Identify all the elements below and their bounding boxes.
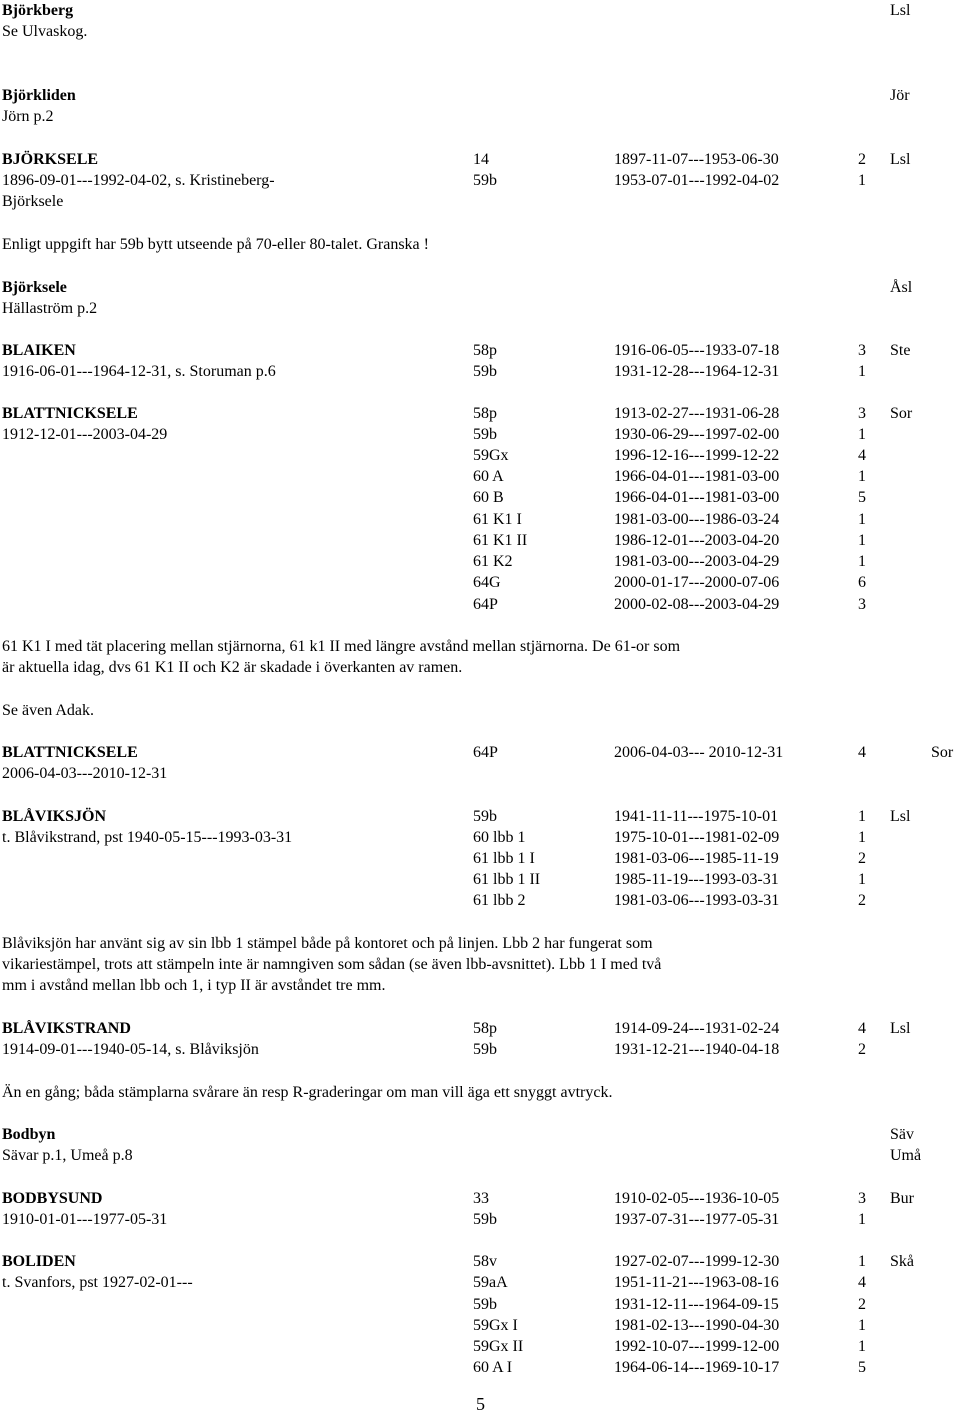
text-cell: 1910-01-01---1977-05-31	[2, 1211, 168, 1228]
text-cell: vikariestämpel, trots att stämpeln inte är namngiven som sådan (se även lbb-avsnittet). Lbb 1 I med två	[2, 956, 662, 973]
text-cell: 61 K2	[473, 553, 513, 570]
text-cell: Se även Adak.	[2, 702, 94, 719]
text-cell: Umå	[890, 1147, 922, 1164]
text-cell: 61 K1 II	[473, 532, 528, 549]
text-cell: 60 B	[473, 489, 504, 506]
text-cell: 58p	[473, 405, 497, 422]
text-cell: Lsl	[890, 1020, 911, 1037]
text-cell: 4	[858, 744, 866, 761]
text-cell: Se Ulvaskog.	[2, 23, 88, 40]
text-cell: 1975-10-01---1981-02-09	[614, 829, 780, 846]
text-cell: 1912-12-01---2003-04-29	[2, 426, 168, 443]
text-cell: Jör	[890, 87, 910, 104]
text-cell: mm i avstånd mellan lbb och 1, i typ II är avståndet tre mm.	[2, 977, 386, 994]
text-cell: 2	[858, 892, 866, 909]
text-cell: 1931-12-11---1964-09-15	[614, 1296, 779, 1313]
text-cell: 2	[858, 1296, 866, 1313]
text-cell: 59b	[473, 172, 497, 189]
text-cell: 1981-03-00---1986-03-24	[614, 511, 780, 528]
entry-heading: Björksele	[2, 279, 67, 296]
text-cell: 4	[858, 1020, 866, 1037]
text-cell: Skå	[890, 1253, 914, 1270]
text-cell: 1913-02-27---1931-06-28	[614, 405, 780, 422]
text-cell: 1937-07-31---1977-05-31	[614, 1211, 780, 1228]
text-cell: 6	[858, 574, 866, 591]
text-cell: Enligt uppgift har 59b bytt utseende på 70-eller 80-talet. Granska !	[2, 236, 429, 253]
text-cell: 61 lbb 1 I	[473, 850, 535, 867]
text-cell: 59b	[473, 1211, 497, 1228]
text-cell: 1	[858, 1338, 866, 1355]
entry-heading: BLATTNICKSELE	[2, 744, 138, 761]
text-cell: 59aA	[473, 1274, 508, 1291]
text-cell: 1951-11-21---1963-08-16	[614, 1274, 779, 1291]
text-cell: 61 lbb 1 II	[473, 871, 541, 888]
entry-heading: BOLIDEN	[2, 1253, 76, 1270]
text-cell: Sor	[931, 744, 954, 761]
entry-heading: BODBYSUND	[2, 1190, 103, 1207]
text-cell: t. Svanfors, pst 1927-02-01---	[2, 1274, 193, 1291]
text-cell: Jörn p.2	[2, 108, 54, 125]
text-cell: 3	[858, 342, 866, 359]
text-cell: 1910-02-05---1936-10-05	[614, 1190, 780, 1207]
text-cell: 3	[858, 1190, 866, 1207]
text-cell: 1986-12-01---2003-04-20	[614, 532, 780, 549]
text-cell: 59Gx	[473, 447, 509, 464]
entry-heading: BLAIKEN	[2, 342, 76, 359]
text-cell: 3	[858, 405, 866, 422]
text-cell: Säv	[890, 1126, 914, 1143]
text-cell: 2000-01-17---2000-07-06	[614, 574, 780, 591]
text-cell: 64P	[473, 744, 498, 761]
text-cell: 1896-09-01---1992-04-02, s. Kristineberg-	[2, 172, 275, 189]
text-cell: 60 lbb 1	[473, 829, 526, 846]
text-cell: 1	[858, 511, 866, 528]
text-cell: 5	[858, 1359, 866, 1376]
text-cell: 1916-06-05---1933-07-18	[614, 342, 780, 359]
text-cell: 1	[858, 829, 866, 846]
text-cell: 59b	[473, 1041, 497, 1058]
text-cell: Blåviksjön har använt sig av sin lbb 1 stämpel både på kontoret och på linjen. Lbb 2 har fungerat som	[2, 935, 653, 952]
text-cell: Lsl	[890, 2, 911, 19]
text-cell: 1981-02-13---1990-04-30	[614, 1317, 780, 1334]
text-cell: 14	[473, 151, 489, 168]
text-cell: 2	[858, 1041, 866, 1058]
text-cell: 2	[858, 151, 866, 168]
text-cell: 61 K1 I	[473, 511, 522, 528]
text-cell: 60 A	[473, 468, 504, 485]
text-cell: 64P	[473, 596, 498, 613]
text-cell: 1914-09-24---1931-02-24	[614, 1020, 780, 1037]
text-cell: 2000-02-08---2003-04-29	[614, 596, 780, 613]
text-cell: 1996-12-16---1999-12-22	[614, 447, 780, 464]
text-cell: Hällaström p.2	[2, 300, 98, 317]
text-cell: 1	[858, 808, 866, 825]
text-cell: är aktuella idag, dvs 61 K1 II och K2 är skadade i överkanten av ramen.	[2, 659, 463, 676]
entry-heading: BLATTNICKSELE	[2, 405, 138, 422]
text-cell: 1941-11-11---1975-10-01	[614, 808, 779, 825]
text-cell: 1953-07-01---1992-04-02	[614, 172, 780, 189]
entry-heading: BLÅVIKSTRAND	[2, 1020, 131, 1037]
text-cell: Åsl	[890, 279, 913, 296]
text-cell: 59b	[473, 808, 497, 825]
entry-heading: Björkliden	[2, 87, 76, 104]
text-cell: 1	[858, 468, 866, 485]
page-number: 5	[476, 1394, 485, 1414]
text-cell: 1931-12-28---1964-12-31	[614, 363, 780, 380]
text-cell: Lsl	[890, 808, 911, 825]
text-cell: 4	[858, 1274, 866, 1291]
text-cell: 1992-10-07---1999-12-00	[614, 1338, 780, 1355]
text-cell: 60 A I	[473, 1359, 513, 1376]
text-cell: 58p	[473, 1020, 497, 1037]
text-cell: Sor	[890, 405, 913, 422]
text-cell: 59b	[473, 363, 497, 380]
text-cell: 3	[858, 596, 866, 613]
text-cell: 1981-03-00---2003-04-29	[614, 553, 780, 570]
text-cell: 2006-04-03---2010-12-31	[2, 765, 168, 782]
text-cell: 1	[858, 553, 866, 570]
text-cell: 61 K1 I med tät placering mellan stjärnorna, 61 k1 II med längre avstånd mellan stjärnorna. De 61-or som	[2, 638, 681, 655]
text-cell: 33	[473, 1190, 489, 1207]
text-cell: 1914-09-01---1940-05-14, s. Blåviksjön	[2, 1041, 259, 1058]
text-cell: 1930-06-29---1997-02-00	[614, 426, 780, 443]
text-cell: Bur	[890, 1190, 914, 1207]
text-cell: 1897-11-07---1953-06-30	[614, 151, 779, 168]
text-cell: 58v	[473, 1253, 497, 1270]
entry-heading: BJÖRKSELE	[2, 151, 99, 168]
text-cell: 1	[858, 1317, 866, 1334]
text-cell: 59Gx I	[473, 1317, 518, 1334]
text-cell: 59b	[473, 426, 497, 443]
entry-heading: Bodbyn	[2, 1126, 56, 1143]
text-cell: 5	[858, 489, 866, 506]
text-cell: 1	[858, 532, 866, 549]
text-cell: 1964-06-14---1969-10-17	[614, 1359, 780, 1376]
text-cell: 1985-11-19---1993-03-31	[614, 871, 779, 888]
text-cell: 1916-06-01---1964-12-31, s. Storuman p.6	[2, 363, 276, 380]
text-cell: Björksele	[2, 193, 64, 210]
text-cell: 58p	[473, 342, 497, 359]
text-cell: 1	[858, 1253, 866, 1270]
text-cell: 2006-04-03--- 2010-12-31	[614, 744, 784, 761]
text-cell: 1	[858, 871, 866, 888]
text-cell: 61 lbb 2	[473, 892, 526, 909]
text-cell: 59Gx II	[473, 1338, 524, 1355]
text-cell: Lsl	[890, 151, 911, 168]
text-cell: 1	[858, 363, 866, 380]
text-cell: 1927-02-07---1999-12-30	[614, 1253, 780, 1270]
text-cell: 4	[858, 447, 866, 464]
entry-heading: Björkberg	[2, 2, 74, 19]
text-cell: 1	[858, 1211, 866, 1228]
text-cell: 1	[858, 172, 866, 189]
text-cell: 1966-04-01---1981-03-00	[614, 468, 780, 485]
text-cell: 1	[858, 426, 866, 443]
text-cell: 64G	[473, 574, 501, 591]
entry-heading: BLÅVIKSJÖN	[2, 808, 107, 825]
text-cell: Ste	[890, 342, 911, 359]
text-cell: 2	[858, 850, 866, 867]
text-cell: 1966-04-01---1981-03-00	[614, 489, 780, 506]
text-cell: t. Blåvikstrand, pst 1940-05-15---1993-03-31	[2, 829, 293, 846]
text-cell: 1931-12-21---1940-04-18	[614, 1041, 780, 1058]
text-cell: Än en gång; båda stämplarna svårare än resp R-graderingar om man vill äga ett snyggt avtryck.	[2, 1084, 613, 1101]
text-cell: Sävar p.1, Umeå p.8	[2, 1147, 133, 1164]
text-cell: 1981-03-06---1985-11-19	[614, 850, 779, 867]
text-cell: 59b	[473, 1296, 497, 1313]
text-cell: 1981-03-06---1993-03-31	[614, 892, 780, 909]
